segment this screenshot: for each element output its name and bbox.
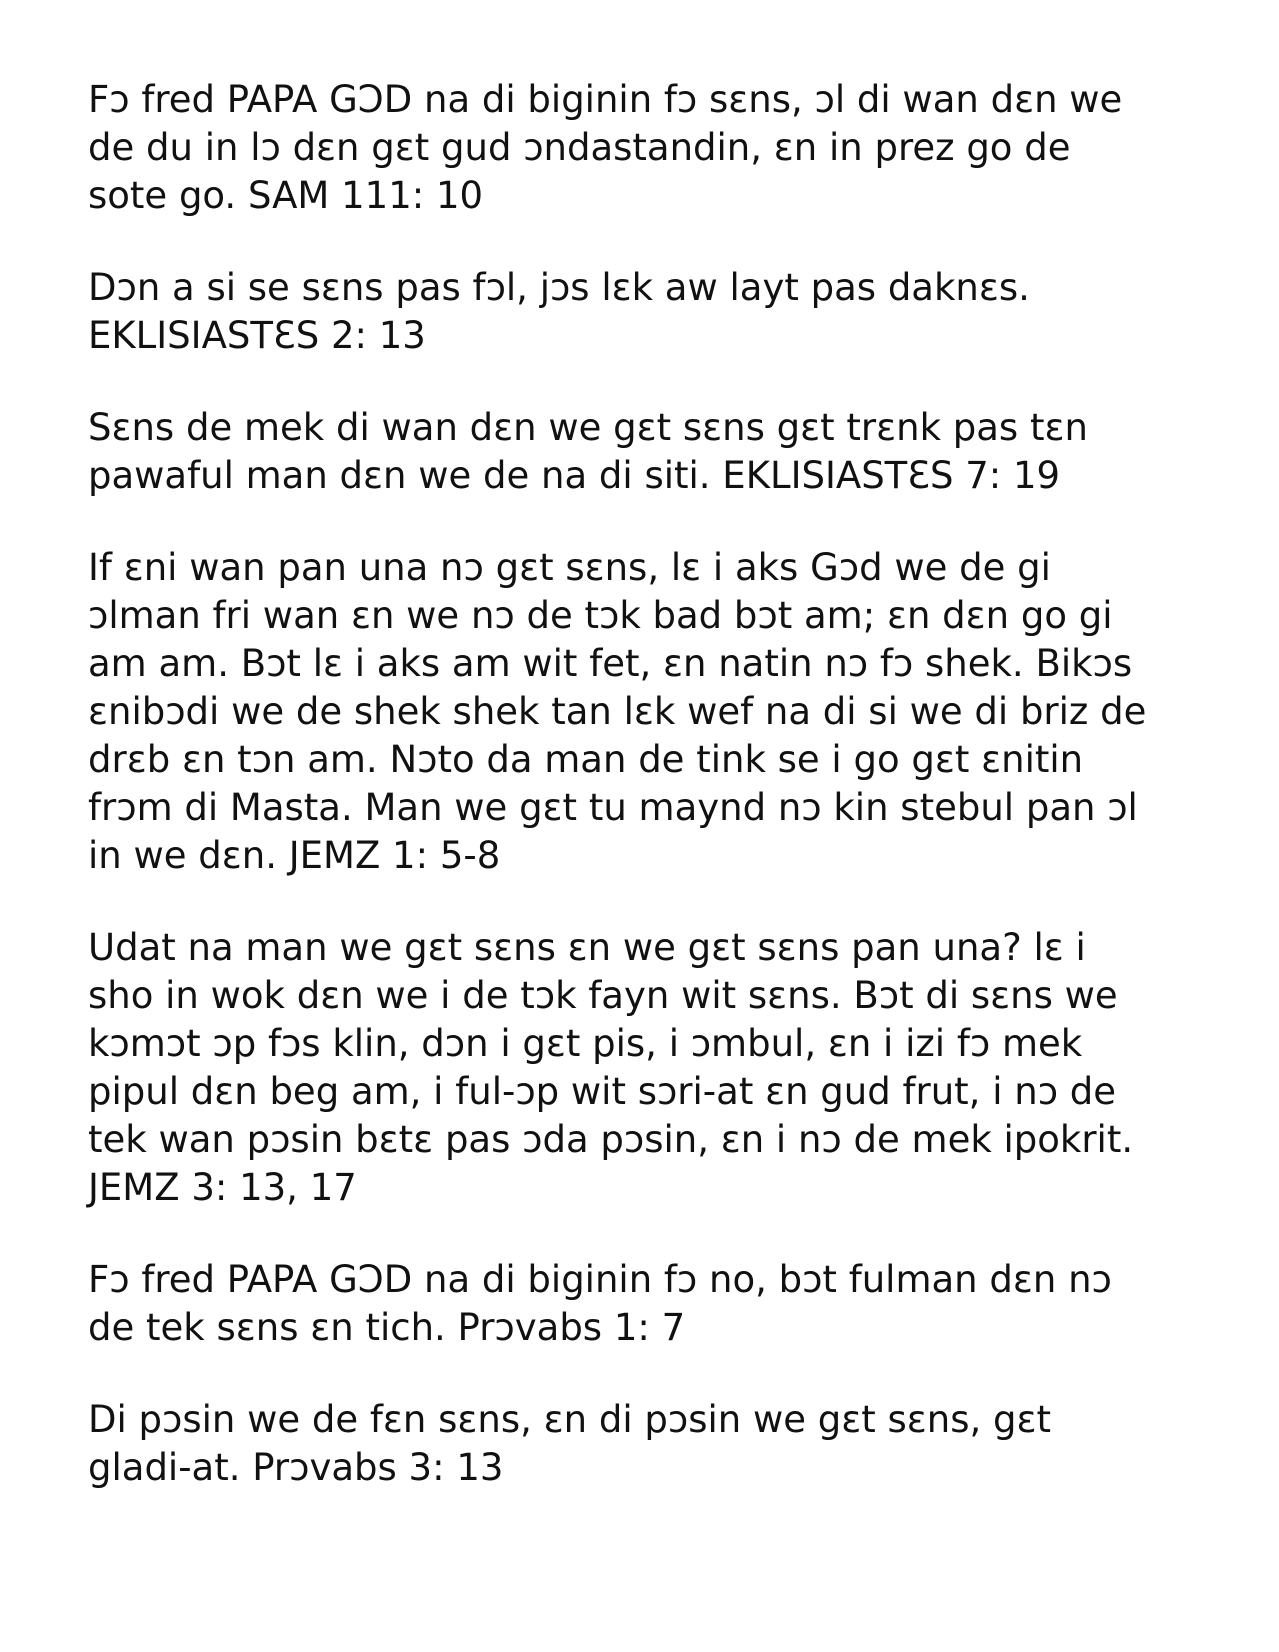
verse-paragraph: Di pɔsin we de fɛn sɛns, ɛn di pɔsin we gɛt sɛns, gɛt gladi-at. Prɔvabs 3: 13	[88, 1398, 1052, 1489]
verse-paragraph: Dɔn a si se sɛns pas fɔl, jɔs lɛk aw layt pas daknɛs. EKLISIASTƐS 2: 13	[88, 266, 1030, 357]
verse-paragraph: Fɔ fred PAPA GƆD na di biginin fɔ sɛns, ɔl di wan dɛn we de du in lɔ dɛn gɛt gud ɔndastandin, ɛn in prez go de sote go. SAM 111: 10	[88, 78, 1123, 217]
verse-paragraph: Fɔ fred PAPA GƆD na di biginin fɔ no, bɔt fulman dɛn nɔ de tek sɛns ɛn tich. Prɔvabs 1: 7	[88, 1258, 1112, 1349]
verse-paragraph: If ɛni wan pan una nɔ gɛt sɛns, lɛ i aks Gɔd we de gi ɔlman fri wan ɛn we nɔ de tɔk bad bɔt am; ɛn dɛn go gi am am. Bɔt lɛ i aks am wit fet, ɛn natin nɔ fɔ shek. Bikɔs ɛnibɔdi we de shek shek tan lɛk wef na di si we di briz de drɛb ɛn tɔn am. Nɔto da man de tink se i go gɛt ɛnitin frɔm di Masta. Man we gɛt tu maynd nɔ kin stebul pan ɔl in we dɛn. JEMZ 1: 5-8	[88, 546, 1147, 877]
verse-paragraph: Udat na man we gɛt sɛns ɛn we gɛt sɛns pan una? lɛ i sho in wok dɛn we i de tɔk fayn wit sɛns. Bɔt di sɛns we kɔmɔt ɔp fɔs klin, dɔn i gɛt pis, i ɔmbul, ɛn i izi fɔ mek pipul dɛn beg am, i ful-ɔp wit sɔri-at ɛn gud frut, i nɔ de tek wan pɔsin bɛtɛ pas ɔda pɔsin, ɛn i nɔ de mek ipokrit. JEMZ 3: 13, 17	[88, 926, 1134, 1209]
verse-paragraph: Sɛns de mek di wan dɛn we gɛt sɛns gɛt trɛnk pas tɛn pawaful man dɛn we de na di siti. EKLISIASTƐS 7: 19	[88, 406, 1088, 497]
